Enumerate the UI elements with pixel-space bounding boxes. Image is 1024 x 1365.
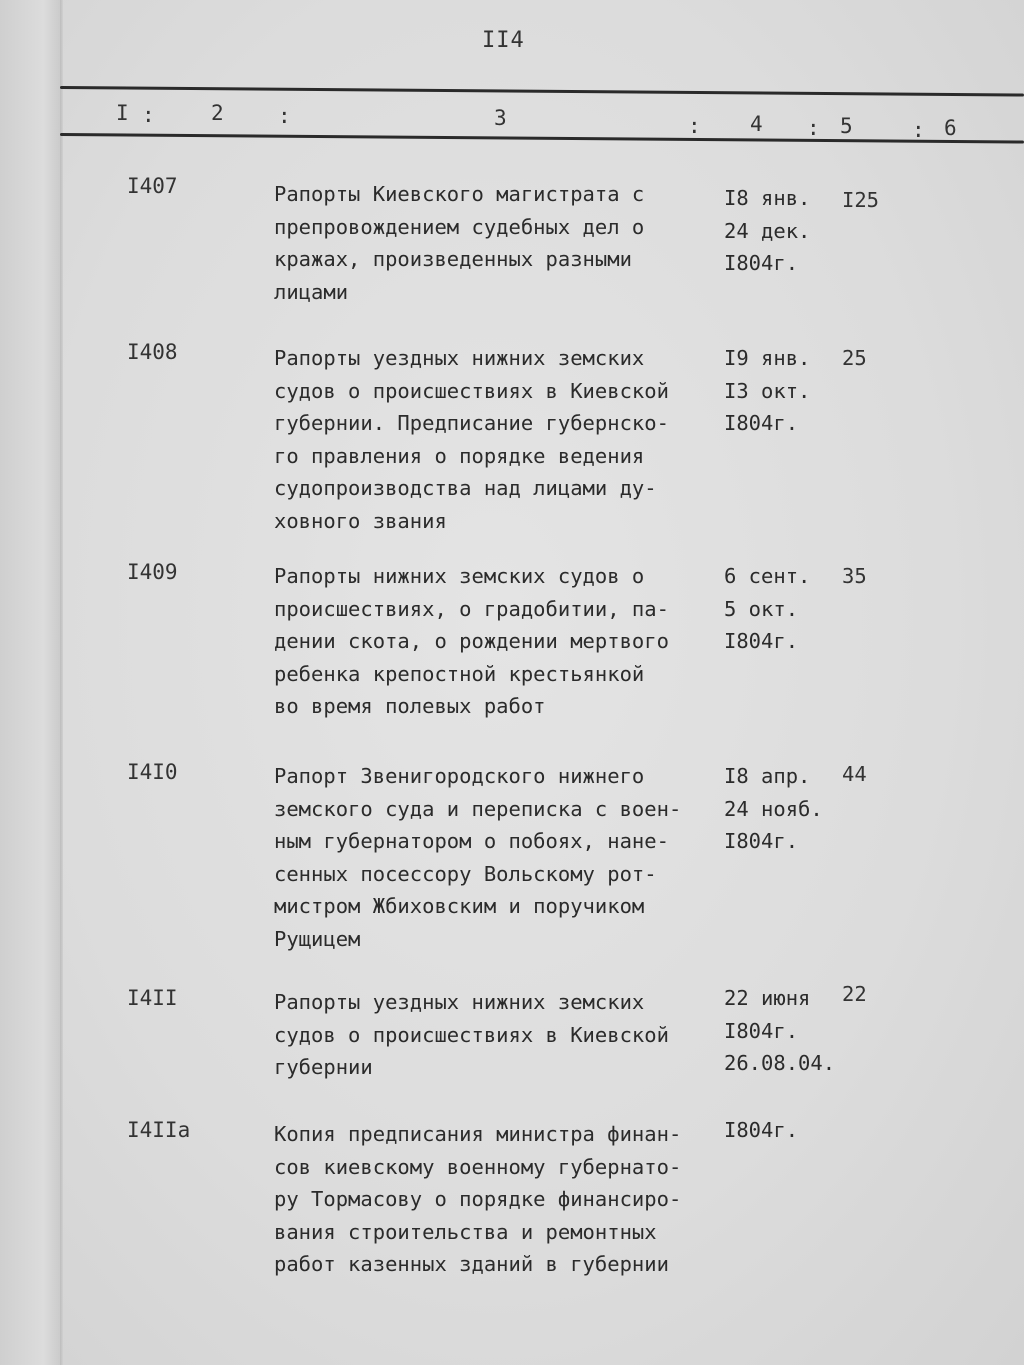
description-line: судопроизводства над лицами ду-: [274, 476, 657, 500]
date-line: 24 нояб.: [724, 796, 823, 821]
binding-strip: [0, 0, 62, 1365]
page-edge: [60, 0, 63, 1365]
column-header-2: 2: [211, 101, 224, 125]
entry-dates: [724, 1114, 798, 1147]
column-separator: :: [688, 114, 701, 138]
column-separator: :: [142, 103, 155, 127]
entry-number: I407: [127, 174, 178, 198]
description-line: губернии: [274, 1055, 373, 1079]
entry-number: I4I0: [127, 760, 178, 784]
date-line: 26.08.04.: [724, 1051, 836, 1075]
description-line: Копия предписания министра финан-: [274, 1122, 682, 1146]
column-separator: :: [278, 104, 291, 128]
description-line: работ казенных зданий в губернии: [274, 1252, 669, 1276]
entry-dates: [724, 560, 810, 658]
description-line: происшествиях, о градобитии, па-: [274, 596, 669, 621]
column-header-6: 6: [944, 116, 957, 140]
date-line: I804г.: [724, 829, 799, 853]
description-line: Рапорт Звенигородского нижнего: [274, 764, 645, 788]
entry-number: I408: [127, 340, 178, 364]
entry-number: I4II: [127, 986, 178, 1010]
description-line: лицами: [274, 279, 349, 304]
description-line: Рущицем: [274, 926, 361, 951]
description-line: во время полевых работ: [274, 694, 546, 718]
column-header-5: 5: [840, 114, 853, 138]
entry-sheet-count: 25: [842, 346, 867, 370]
entry-description: [274, 986, 734, 1084]
description-line: ховного звания: [274, 508, 447, 533]
column-separator: :: [912, 118, 925, 142]
description-line: ным губернатором о побоях, нане-: [274, 829, 669, 853]
entry-dates: [724, 342, 810, 440]
column-header-1: I: [116, 101, 129, 125]
entry-description: [274, 1118, 734, 1281]
date-line: I804г.: [724, 629, 799, 653]
date-line: 5 окт.: [724, 596, 799, 621]
entry-description: [274, 342, 734, 537]
description-line: судов о происшествиях в Киевской: [274, 378, 669, 403]
entry-sheet-count: I25: [842, 188, 880, 212]
entry-dates: [724, 760, 823, 858]
date-line: 24 дек.: [724, 218, 811, 243]
date-line: I8 янв.: [724, 186, 811, 210]
description-line: ру Тормасову о порядке финансиро-: [274, 1187, 682, 1211]
description-line: вания строительства и ремонтных: [274, 1219, 657, 1244]
entry-dates: [724, 182, 810, 280]
page-number: II4: [482, 28, 525, 53]
entry-description: [274, 760, 734, 955]
column-header-3: 3: [494, 106, 507, 130]
entry-description: [274, 178, 734, 308]
entry-dates: [724, 982, 835, 1080]
description-line: Рапорты уездных нижних земских: [274, 346, 645, 370]
entry-number: I4IIа: [127, 1118, 191, 1142]
date-line: I804г.: [724, 411, 799, 435]
description-line: судов о происшествиях в Киевской: [274, 1022, 669, 1047]
entry-description: [274, 560, 734, 723]
entry-sheet-count: 44: [842, 762, 867, 786]
column-header-4: 4: [750, 112, 763, 136]
description-line: мистром Жбиховским и поручиком: [274, 894, 645, 918]
description-line: препровождением судебных дел о: [274, 214, 645, 239]
date-line: 6 сент.: [724, 564, 811, 588]
description-line: Рапорты уездных нижних земских: [274, 990, 645, 1014]
date-line: I804г.: [724, 1118, 799, 1142]
description-line: ребенка крепостной крестьянкой: [274, 661, 645, 686]
description-line: дении скота, о рождении мертвого: [274, 629, 669, 653]
description-line: Рапорты Киевского магистрата с: [274, 182, 645, 206]
date-line: I804г.: [724, 251, 799, 275]
entry-sheet-count: 35: [842, 564, 867, 588]
date-line: I8 апр.: [724, 764, 811, 788]
entry-sheet-count: 22: [842, 982, 867, 1006]
entry-number: I409: [127, 560, 178, 584]
description-line: Рапорты нижних земских судов о: [274, 564, 645, 588]
description-line: кражах, произведенных разными: [274, 247, 632, 271]
date-line: 22 июня: [724, 986, 811, 1010]
description-line: го правления о порядке ведения: [274, 443, 645, 468]
date-line: I9 янв.: [724, 346, 811, 370]
description-line: сов киевскому военному губернато-: [274, 1154, 682, 1179]
date-line: I804г.: [724, 1018, 799, 1043]
date-line: I3 окт.: [724, 378, 811, 403]
column-separator: :: [807, 116, 820, 140]
description-line: земского суда и переписка с воен-: [274, 796, 682, 821]
description-line: губернии. Предписание губернско-: [274, 411, 669, 435]
description-line: сенных посессору Вольскому рот-: [274, 861, 657, 886]
